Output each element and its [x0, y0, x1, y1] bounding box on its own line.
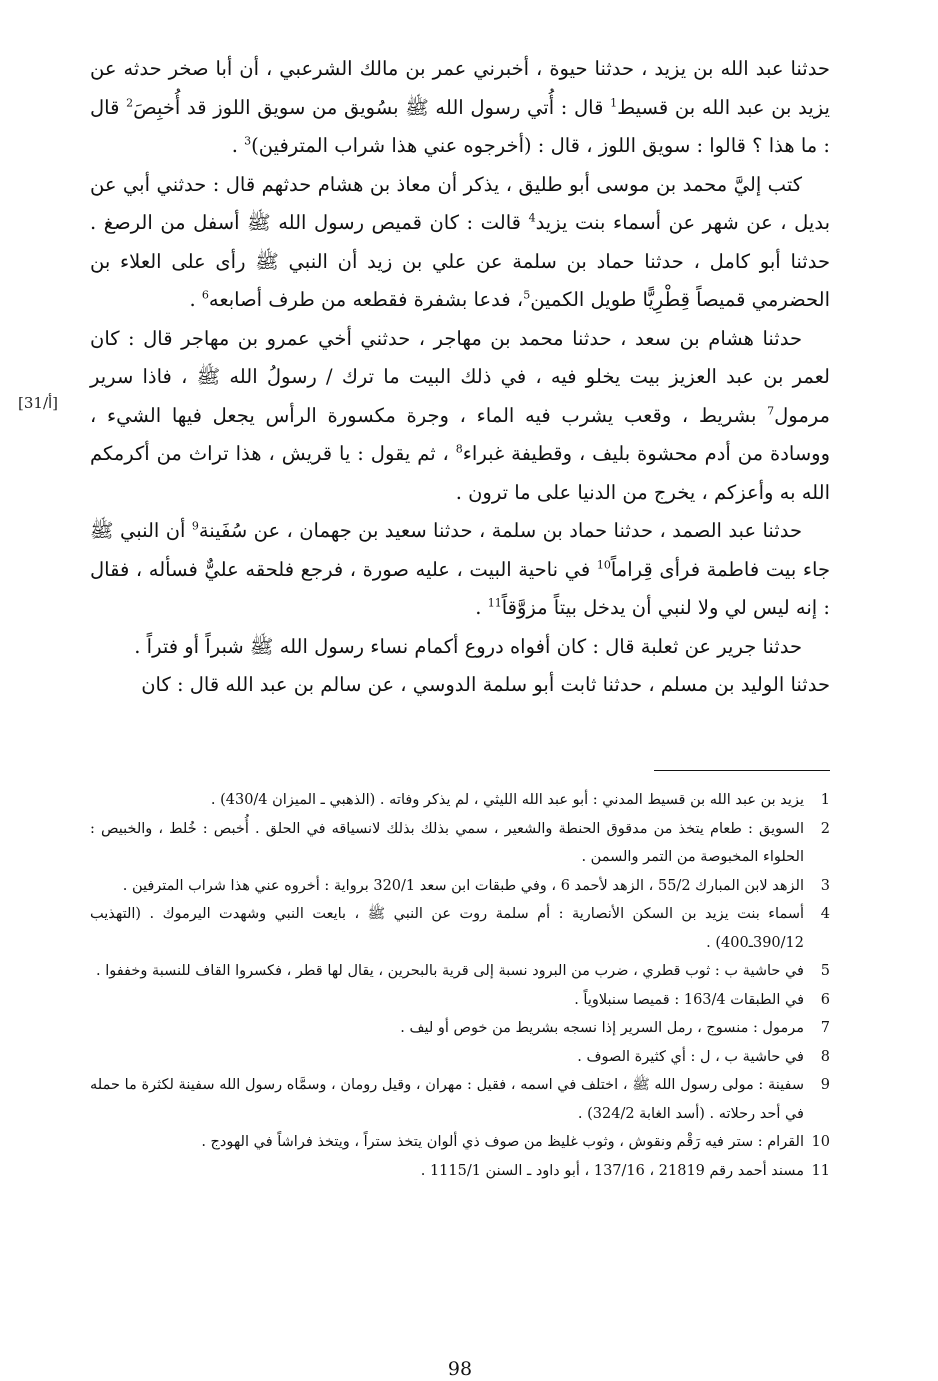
text-run: في ناحية البيت ، عليه صورة ، فرجع فلحقه عليٌّ فسأله ، فقال : إنه ليس لي ولا لنبي أن يدخل بيتاً مزوَّقاً: [90, 557, 830, 619]
footnote-divider: [654, 770, 830, 771]
footnote-number: 4: [820, 906, 830, 922]
footnote-text: سفينة : مولى رسول الله ﷺ ، اختلف في اسمه ، فقيل : مهران ، وقيل رومان ، وسمَّاه رسول الله سفينة لكثرة ما حمله في أحد رحلاته . (أسد الغابة 324/2) .: [90, 1077, 804, 1122]
footnote-text: السويق : طعام يتخذ من مدقوق الحنطة والشعير ، سمي بذلك بذلك لانسياقه في الحلق . أُخبص : خُلط ، والخبيص : الحلواء المخبوصة من التمر والسمن .: [90, 820, 804, 865]
footnote: [90, 786, 830, 815]
footnote-number: 7: [820, 1020, 830, 1036]
footnote-ref[interactable]: 1: [610, 96, 618, 109]
footnote-ref[interactable]: 7: [767, 404, 775, 417]
footnote-ref[interactable]: 6: [201, 288, 209, 302]
text-run: قال : ما هذا ؟ قالوا : سويق اللوز ، قال : (أخرجوه عني هذا شراب المترفين): [90, 95, 830, 157]
footnote-number: 11: [811, 1162, 830, 1179]
text-run: ، ثم يقول : يا قريش ، هذا تراث من أكرمكم الله به وأعزكم ، يخرج من الدنيا على ما ترون .: [90, 442, 830, 504]
paragraph: [90, 512, 830, 628]
footnote-text: في حاشية ب : ثوب قطري ، ضرب من البرود نسبة إلى قرية بالبحرين ، يقال لها قطر ، فكسروا القاف للنسبة وخففوا .: [95, 963, 804, 979]
footnote-number: 9: [820, 1077, 830, 1093]
footnote: [90, 957, 830, 986]
footnote: [90, 815, 830, 872]
text-run: .: [475, 596, 482, 619]
text-run: كتب إليَّ محمد بن موسى أبو طليق ، يذكر أن معاذ بن هشام حدثهم قال : حدثني أبي عن بديل ، عن شهر عن أسماء بنت يزيد: [90, 172, 830, 234]
footnote-ref[interactable]: 2: [126, 96, 134, 109]
footnote-number: 10: [811, 1134, 830, 1150]
text-run: حدثنا جرير عن ثعلبة قال : كان أفواه دروع أكمام نساء رسول الله ﷺ شبراً أو فتراً .: [134, 634, 802, 658]
footnote: [90, 1128, 830, 1157]
text-run: حدثنا الوليد بن مسلم ، حدثنا ثابت أبو سلمة الدوسي ، عن سالم بن عبد الله قال : كان: [141, 673, 830, 696]
footnote-number: 3: [820, 877, 830, 894]
text-run: .: [189, 288, 196, 311]
footnote-ref[interactable]: 3: [244, 134, 252, 148]
footnote-text: في الطبقات 163/4 : قميصا سنبلاوياً .: [574, 991, 804, 1008]
text-run: ، فدعا بشفرة فقطعه من طرف أصابعه: [208, 288, 524, 311]
book-page: [18, 50, 831, 1380]
footnote-ref[interactable]: 4: [528, 211, 536, 225]
page-number: 98: [447, 1358, 473, 1380]
footnote: [90, 1043, 830, 1072]
footnote: [90, 986, 830, 1015]
footnote-ref[interactable]: 5: [523, 288, 531, 302]
footnote-number: 2: [820, 820, 830, 837]
footnote-ref[interactable]: 8: [455, 442, 463, 456]
footnote-text: القرام : ستر فيه رَقْم ونقوش ، وثوب غليظ من صوف ذي ألوان يتخذ ستراً ، ويتخذ فراشاً في الهودج .: [201, 1134, 804, 1150]
paragraph: [90, 628, 830, 667]
text-run: حدثنا عبد الله بن يزيد ، حدثنا حيوة ، أخبرني عمر بن مالك الشرعبي ، أن أبا صخر حدثه عن يزيد بن عبد الله بن قسيط: [90, 57, 830, 119]
paragraph: [90, 166, 830, 320]
text-run: حدثنا هشام بن سعد ، حدثنا محمد بن مهاجر ، حدثني أخي عمرو بن مهاجر قال : كان لعمر بن عبد العزيز بيت يخلو فيه ، في ذلك البيت ما ترك / رسولُ الله ﷺ ، فاذا سرير مرمول: [90, 326, 830, 427]
footnotes: [90, 786, 830, 1185]
footnote-number: 8: [820, 1048, 830, 1065]
paragraph: [90, 50, 830, 166]
footnote: [90, 1014, 830, 1043]
footnote-ref[interactable]: 11: [487, 596, 502, 610]
footnote: [90, 872, 830, 901]
footnote-text: مرمول : منسوج ، رمل السرير إذا نسجه بشريط من خوص أو ليف .: [400, 1020, 804, 1036]
footnote-text: مسند أحمد رقم 21819 ، 137/16 ، أبو داود ـ السنن 1115/1 .: [420, 1162, 804, 1179]
manuscript-folio-marker: [31/أ]: [18, 394, 59, 412]
footnote-text: الزهد لابن المبارك 55/2 ، الزهد لأحمد 6 ، وفي طبقات ابن سعد 320/1 برواية : أخروه عني هذا شراب المترفين .: [122, 877, 804, 894]
footnote-ref[interactable]: 9: [191, 519, 199, 533]
footnote-text: في حاشية ب ، ل : أي كثيرة الصوف .: [577, 1048, 804, 1065]
footnote: [90, 1071, 830, 1128]
text-run: قالت : كان قميص رسول الله ﷺ أسفل من الرصغ . حدثنا أبو كامل ، حدثنا حماد بن سلمة عن علي بن زيد أن النبي ﷺ رأى على العلاء بن الحضرمي قميصاً قِطْرِيًّا طويل الكمين: [90, 211, 830, 311]
footnote-text: أسماء بنت يزيد بن السكن الأنصارية : أم سلمة روت عن النبي ﷺ ، بايعت النبي وشهدت اليرموك . (التهذيب 390/12ـ400) .: [90, 906, 804, 951]
text-run: قال : أُتي رسول الله ﷺ بسُويق من سويق اللوز قد أُخبِصَ: [133, 95, 604, 119]
text-run: حدثنا عبد الصمد ، حدثنا حماد بن سلمة ، حدثنا سعيد بن جهمان ، عن سُفَينة: [198, 519, 803, 542]
text-run: .: [231, 134, 238, 157]
text-run: أن النبي ﷺ جاء بيت فاطمة فرأى قِراماً: [90, 519, 831, 581]
footnote: [90, 900, 830, 957]
main-text: [90, 50, 830, 705]
footnote-number: 5: [820, 963, 830, 979]
footnote-ref[interactable]: 10: [596, 558, 611, 571]
footnote-text: يزيد بن عبد الله بن قسيط المدني : أبو عبد الله الليثي ، لم يذكر وفاته . (الذهبي ـ الميزان 430/4) .: [210, 792, 804, 808]
footnote-number: 1: [820, 792, 830, 808]
footnote-number: 6: [820, 991, 830, 1008]
text-run: بشريط ، وقعب يشرب فيه الماء ، وجرة مكسورة الرأس يجعل فيها الشيء ، ووسادة من أدم محشوة بليف ، وقطيفة غبراء: [90, 403, 830, 465]
footnote: [90, 1157, 830, 1186]
paragraph: [90, 666, 830, 705]
paragraph: [90, 320, 830, 513]
